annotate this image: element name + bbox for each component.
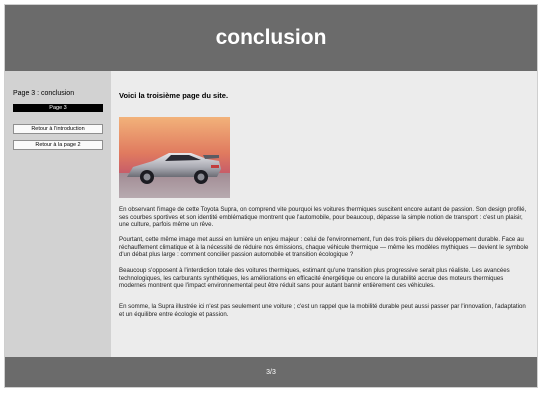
current-page-indicator: Page 3: [13, 104, 103, 112]
paragraph: Beaucoup s'opposent à l'interdiction totale des voitures thermiques, estimant qu'une transition plus progressive serait plus réaliste. Les avancées technologiques, les carburants synthétiques, les améliorations en efficacité énergétique ou encore la durabilité accrue des moteurs thermiques modernes montrent que l'impact environnemental peut être réduit sans pour autant bannir entièrement ces véhicules.: [119, 267, 510, 290]
paragraph: En observant l'image de cette Toyota Supra, on comprend vite pourquoi les voitures thermiques suscitent encore autant de passion. Son design profilé, ses courbes sportives et son identité emblématique montrent que l'automobile, pour beaucoup, dépasse la simple notion de transport : c'est un plaisir, une culture, parfois même un rêve.: [119, 206, 527, 229]
paragraph: Pourtant, cette même image met aussi en lumière un enjeu majeur : celui de l'environnement, l'un des trois piliers du développement durable. Face au réchauffement climatique et à la nécessité de réduire nos émissions, chaque véhicule thermique — même les modèles mythiques — devient le symbole d'un débat plus large : comment concilier passion automobile et transition écologique ?: [119, 236, 529, 259]
content-heading: Voici la troisième page du site.: [119, 91, 229, 100]
back-to-intro-button[interactable]: Retour à l'introduction: [13, 124, 103, 134]
page-frame: [4, 4, 538, 388]
page-footer: [5, 357, 537, 387]
page-header: [5, 5, 537, 71]
back-to-page-2-button[interactable]: Retour à la page 2: [13, 140, 103, 150]
paragraph: En somme, la Supra illustrée ici n'est pas seulement une voiture ; c'est un rappel que la mobilité durable peut aussi passer par l'innovation, l'adaptation et un équilibre entre écologie et passion.: [119, 303, 526, 318]
page-indicator: 3/3: [266, 368, 276, 376]
main-content: [111, 71, 537, 357]
car-photo: [119, 117, 230, 198]
sidebar: [5, 71, 111, 357]
breadcrumb: Page 3 : conclusion: [13, 90, 75, 97]
page-title: conclusion: [215, 26, 327, 49]
